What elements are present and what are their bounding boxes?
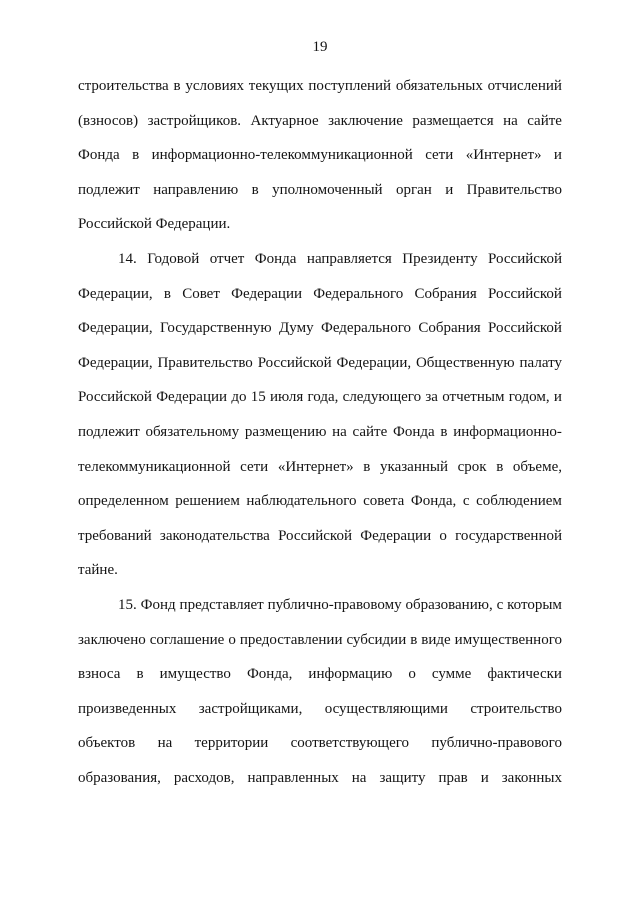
word: в bbox=[136, 666, 144, 683]
word: направлению bbox=[153, 181, 239, 198]
word: заключение bbox=[328, 112, 403, 129]
word: с bbox=[462, 493, 470, 510]
word: Фонда bbox=[254, 251, 297, 267]
word: условиях bbox=[185, 78, 244, 94]
text-line bbox=[78, 458, 562, 476]
word: информацию bbox=[308, 666, 393, 683]
word: в bbox=[440, 424, 448, 440]
word: имущество bbox=[159, 666, 231, 683]
word: до bbox=[231, 389, 247, 406]
word: строительство bbox=[470, 700, 562, 717]
word: прав bbox=[438, 770, 468, 786]
text-line bbox=[78, 423, 562, 441]
word: в bbox=[173, 78, 181, 94]
word: субсидии bbox=[346, 631, 407, 648]
word: заключено bbox=[78, 631, 146, 648]
word: строительства bbox=[78, 78, 169, 94]
word: орган bbox=[395, 181, 432, 198]
word: произведенных bbox=[78, 700, 177, 717]
word: срок bbox=[457, 458, 487, 475]
word: защиту bbox=[379, 770, 426, 786]
word: Государственную bbox=[159, 320, 272, 337]
word: застройщиков. bbox=[147, 112, 242, 129]
text-line bbox=[118, 596, 562, 614]
word: в bbox=[496, 458, 504, 475]
word: публично-правовому bbox=[267, 597, 402, 613]
text-line bbox=[78, 181, 562, 199]
word: указанный bbox=[380, 458, 448, 475]
word: обязательных bbox=[395, 78, 483, 94]
word: направляется bbox=[306, 251, 392, 267]
word: расходов, bbox=[173, 770, 235, 786]
page-number: 19 bbox=[312, 39, 328, 55]
word: года, bbox=[307, 389, 339, 406]
word: в bbox=[410, 631, 418, 648]
word: сети bbox=[240, 458, 269, 475]
word: Общественную bbox=[415, 354, 515, 371]
word: Президенту bbox=[402, 251, 478, 267]
word: взноса bbox=[78, 666, 121, 683]
word: законодательства bbox=[159, 527, 270, 544]
word: Федерации, bbox=[78, 285, 153, 302]
word: решением bbox=[175, 493, 240, 510]
word: совета bbox=[363, 493, 405, 510]
word: 15. bbox=[118, 597, 137, 613]
word: 15 bbox=[250, 389, 266, 406]
word: Собрания bbox=[418, 320, 481, 337]
word: направленных bbox=[247, 770, 339, 786]
word: следующего bbox=[342, 389, 422, 406]
text-line bbox=[118, 250, 562, 268]
text-line bbox=[78, 734, 562, 752]
word: и bbox=[480, 770, 489, 786]
text-line bbox=[78, 319, 562, 337]
word: текущих bbox=[248, 78, 304, 94]
word: в bbox=[163, 285, 171, 302]
word: государственной bbox=[455, 527, 562, 544]
text-line: тайне. bbox=[78, 562, 118, 579]
word: Совет bbox=[182, 285, 220, 302]
word: наблюдательного bbox=[246, 493, 357, 510]
word: сайте bbox=[352, 424, 388, 440]
word: Федерального bbox=[320, 320, 411, 337]
text-line bbox=[78, 492, 562, 510]
word: Думу bbox=[279, 320, 314, 337]
text-line bbox=[78, 527, 562, 545]
word: осуществляющими bbox=[324, 700, 448, 717]
word: отчислений bbox=[487, 78, 562, 94]
word: Собрания bbox=[414, 285, 477, 302]
word: Федерального bbox=[313, 285, 404, 302]
word: о bbox=[228, 631, 236, 648]
word: Российской bbox=[488, 251, 562, 267]
word: законных bbox=[501, 770, 562, 786]
word: сайте bbox=[527, 112, 562, 129]
word: на bbox=[351, 770, 367, 786]
word: уполномоченный bbox=[272, 181, 383, 198]
text-line bbox=[78, 769, 562, 787]
word: Федерации bbox=[360, 527, 432, 544]
word: виде bbox=[421, 631, 451, 648]
word: размещается bbox=[412, 112, 494, 129]
word: Российской bbox=[278, 527, 352, 544]
word: на bbox=[332, 424, 347, 440]
word: представляет bbox=[179, 597, 264, 613]
word: отчет bbox=[209, 251, 245, 267]
word: в bbox=[132, 147, 140, 164]
word: (взносов) bbox=[78, 112, 139, 129]
word: «Интернет» bbox=[465, 147, 542, 164]
word: Правительство bbox=[466, 181, 562, 198]
word: с bbox=[496, 597, 504, 613]
word: Правительство bbox=[157, 354, 253, 371]
word: информационно- bbox=[453, 424, 562, 440]
word: подлежит bbox=[78, 181, 140, 198]
word: о bbox=[408, 666, 416, 683]
word: Федерации, bbox=[78, 320, 153, 337]
word: территории bbox=[194, 735, 269, 752]
word: подлежит bbox=[78, 424, 140, 440]
word: Российской bbox=[257, 354, 332, 371]
word: Федерации bbox=[156, 389, 228, 406]
word: и bbox=[445, 181, 454, 198]
word: соответствующего bbox=[290, 735, 410, 752]
word: отчетным bbox=[442, 389, 505, 406]
word: Фонда, bbox=[246, 666, 293, 683]
text-line bbox=[78, 354, 562, 372]
word: Фонда bbox=[78, 147, 120, 164]
word: в bbox=[251, 181, 259, 198]
word: Федерации bbox=[231, 285, 302, 302]
word: сумме bbox=[431, 666, 472, 683]
word: и bbox=[553, 147, 562, 164]
word: размещению bbox=[244, 424, 327, 440]
word: Фонд bbox=[140, 597, 176, 613]
text-line bbox=[78, 665, 562, 683]
word: объектов bbox=[78, 735, 136, 752]
word: образования, bbox=[78, 770, 161, 786]
word: объеме, bbox=[512, 458, 562, 475]
text-line bbox=[78, 631, 562, 649]
word: Актуарное bbox=[250, 112, 319, 129]
text-line bbox=[78, 146, 562, 164]
word: требований bbox=[78, 527, 152, 544]
word: публично-правового bbox=[431, 735, 562, 752]
word: соглашение bbox=[149, 631, 225, 648]
word: фактически bbox=[487, 666, 562, 683]
word: июля bbox=[269, 389, 304, 406]
word: информационно-телекоммуникационной bbox=[151, 147, 413, 164]
word: имущественного bbox=[454, 631, 562, 648]
word: Российской bbox=[78, 389, 152, 406]
word: предоставлении bbox=[239, 631, 343, 648]
word: годом, bbox=[508, 389, 550, 406]
text-line bbox=[78, 77, 562, 95]
word: в bbox=[363, 458, 371, 475]
word: Фонда, bbox=[410, 493, 457, 510]
word: которым bbox=[507, 597, 562, 613]
word: палату bbox=[519, 354, 562, 371]
text-line bbox=[78, 388, 562, 406]
word: обязательному bbox=[145, 424, 240, 440]
word: о bbox=[439, 527, 447, 544]
word: за bbox=[425, 389, 438, 406]
word: Годовой bbox=[147, 251, 200, 267]
text-line: Российской Федерации. bbox=[78, 216, 231, 233]
word: застройщиками, bbox=[198, 700, 303, 717]
word: «Интернет» bbox=[277, 458, 354, 475]
word: и bbox=[553, 389, 562, 406]
word: образованию, bbox=[405, 597, 493, 613]
word: 14. bbox=[118, 251, 137, 267]
word: Российской bbox=[488, 320, 562, 337]
word: определенном bbox=[78, 493, 169, 510]
word: поступлений bbox=[308, 78, 392, 94]
word: Российской bbox=[488, 285, 562, 302]
word: телекоммуникационной bbox=[78, 458, 231, 475]
word: Федерации, bbox=[336, 354, 412, 371]
word: сети bbox=[425, 147, 454, 164]
text-line bbox=[78, 700, 562, 718]
text-line bbox=[78, 112, 562, 130]
word: соблюдением bbox=[476, 493, 562, 510]
word: Фонда bbox=[393, 424, 435, 440]
word: на bbox=[157, 735, 173, 752]
text-line bbox=[78, 285, 562, 303]
word: на bbox=[503, 112, 518, 129]
word: Федерации, bbox=[78, 354, 153, 371]
